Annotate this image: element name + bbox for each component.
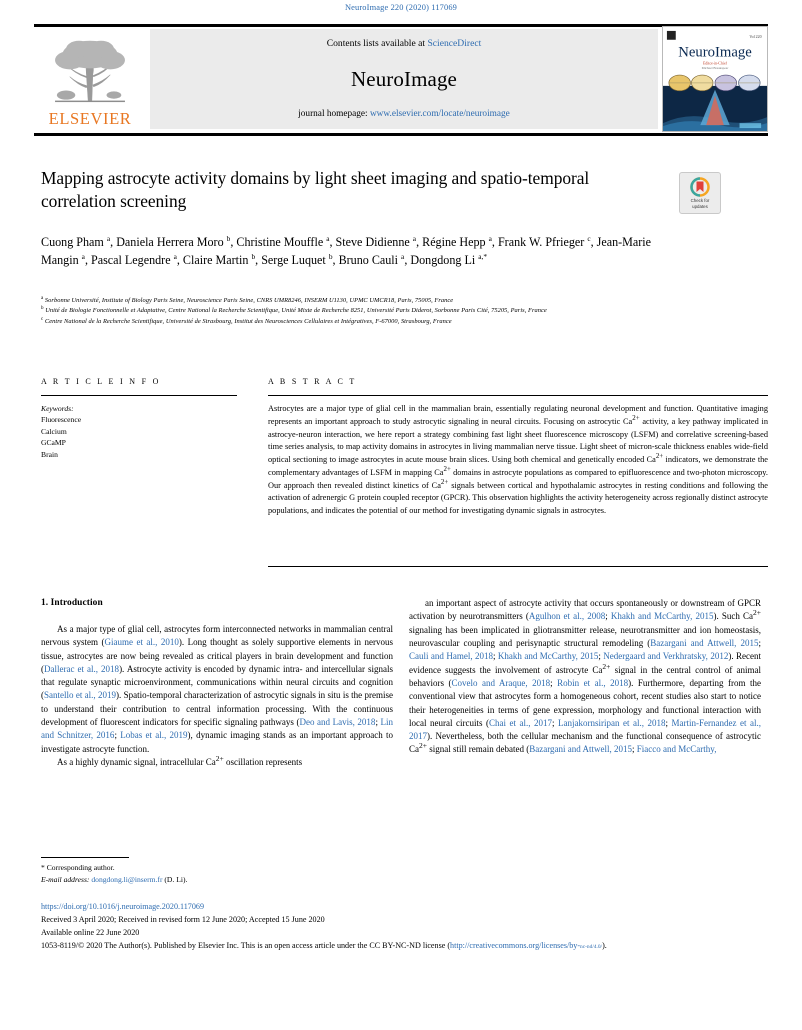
abstract-rule	[268, 395, 768, 396]
abstract-heading: A B S T R A C T	[268, 377, 357, 386]
email-owner: (D. Li).	[164, 875, 188, 885]
journal-homepage-line	[298, 109, 510, 119]
footnote-block	[41, 862, 401, 887]
keyword-item: Fluorescence	[41, 415, 82, 425]
masthead-bottom-rule	[34, 133, 768, 136]
abstract-section	[268, 377, 768, 518]
affiliations-list	[41, 296, 741, 327]
copyright-text: 1053-8119/© 2020 The Author(s). Published by Elsevier Inc. This is an open access article under the CC BY-NC-ND license (	[41, 941, 451, 951]
page-title: Mapping astrocyte activity domains by light sheet imaging and spatio-temporal correlation screening	[41, 168, 590, 212]
article-info-section	[41, 377, 237, 460]
journal-banner	[150, 29, 658, 129]
svg-text:Editor-in-Chief: Editor-in-Chief	[702, 61, 728, 66]
affiliation-c: $^c$ Centre National de la Recherche Scientifique, Université de Strasbourg, Institut des Neurosciences Cellulaires et Intégratives, F-67000, Strasbourg, France	[41, 316, 452, 325]
affiliation-a: $^a$ Sorbonne Université, Institute of Biology Paris Seine, Neuroscience Paris Seine, CNRS UMR8246, INSERM U1130, UPMC UMCR18, Paris, 75005, France	[41, 295, 454, 304]
contents-available-line	[327, 38, 482, 49]
abstract-bottom-rule	[268, 566, 768, 567]
svg-text:NeuroImage: NeuroImage	[678, 44, 752, 61]
crossmark-label	[691, 198, 710, 208]
keywords-label: Keywords:	[41, 404, 74, 413]
crossmark-line1: Check for	[690, 198, 710, 204]
keyword-item: Brain	[41, 449, 58, 459]
author-list: Cuong Pham $^a$, Daniela Herrera Moro $^b$, Christine Mouffle $^a$, Steve Didienne $^a$, Régine Hepp $^a$, Frank W. Pfrieger $^c$, Jean-Marie Mangin $^a$, Pascal Legendre $^a$, Claire Martin $^b$, Serge Luquet $^b$, Bruno Cauli $^a$, Dongdong Li $^{a,*}$	[41, 233, 652, 267]
cover-artwork-icon	[663, 27, 767, 131]
email-label: E-mail address:	[41, 875, 90, 885]
copyright-suffix: ).	[602, 941, 607, 951]
doi-line	[41, 900, 771, 913]
email-address-note	[41, 874, 401, 886]
running-head: NeuroImage 220 (2020) 117069	[344, 3, 458, 12]
journal-title: NeuroImage	[351, 66, 457, 91]
contents-available-text: Contents lists available at	[326, 38, 428, 49]
license-link[interactable]: http://creativecommons.org/licenses/by-	[450, 941, 581, 951]
masthead-top-rule	[34, 24, 768, 27]
received-dates: Received 3 April 2020; Received in revised form 12 June 2020; Accepted 15 June 2020	[41, 915, 325, 925]
license-link-tail[interactable]: nc-nd/4.0/	[580, 944, 603, 951]
affiliation-b: $^b$ Unité de Biologie Fonctionnelle et Adaptative, Centre National la Recherche Scientifique, Unité Mixte de Recherche 8251, Université Paris Diderot, Sorbonne Paris Cité, 75205, Paris, France	[41, 306, 547, 315]
email-link[interactable]: dongdong.li@inserm.fr	[91, 875, 163, 885]
footnote-rule	[41, 857, 129, 858]
sciencedirect-link[interactable]: ScienceDirect	[427, 38, 482, 49]
intro-paragraph-2-continued: an important aspect of astrocyte activity that occurs spontaneously or downstream of GPCR activation by neurotransmitters (Agulhon et al., 2008; Khakh and McCarthy, 2015). Such $Ca^{2+}$ signaling has been implicated in gliotransmitter release, neurotransmitter and ion homeostasis, neurovascular coupling and perisynaptic structural remodeling (Bazargani and Attwell, 2015; Cauli and Hamel, 2018; Khakh and McCarthy, 2015; Nedergaard and Verkhratsky, 2012). Recent evidence suggests the involvement of astrocyte $Ca^{2+}$ signal in the central control of animal behaviors (Covelo and Araque, 2018; Robin et al., 2018). Furthermore, departing from the conventional view that astrocytes form a homogeneous cohort, recent studies also start to notice their heterogeneities in terms of gene expression, morphology and functional interaction with local neural circuits (Chai et al., 2017; Lanjakornsiripan et al., 2018; Martin-Fernandez et al., 2017). Nevertheless, both the cellular mechanism and the functional consequence of astrocytic $Ca^{2+}$ signal still remain debated (Bazargani and Attwell, 2015; Fiacco and McCarthy,	[409, 598, 761, 755]
article-info-rule	[41, 395, 237, 396]
svg-text:Michael Breakspear: Michael Breakspear	[701, 66, 729, 71]
keyword-item: GCaMP	[41, 438, 66, 448]
elsevier-tree-icon	[44, 36, 136, 110]
body-column-right	[409, 597, 761, 757]
elsevier-wordmark: ELSEVIER	[48, 108, 132, 128]
crossmark-badge[interactable]	[679, 172, 721, 214]
copyright-line	[41, 939, 771, 952]
crossmark-icon	[690, 177, 710, 197]
journal-cover-thumbnail	[662, 26, 768, 132]
abstract-text: Astrocytes are a major type of glial cell in the mammalian brain, essentially regulating neuronal development and function. Quantitative imaging represents an important approach to study astrocytic signaling in neural circuits. Focusing on astrocytic $Ca^{2+}$ activity, a key pathway implicated in astrocye-neuron interaction, we here report a strategy combining fast light sheet fluorescence microscopy (LSFM) and correlative screening-based time series analysis, to map activity domains in astrocytes in living mammalian nerve tissue. Light sheet of micron-scale thickness enables wide-field optical sectioning to image astrocytes in acute mouse brain slices. Using both chemical and genetically encoded $Ca^{2+}$ indicators, we demonstrate the complementary advantages of LSFM in mapping $Ca^{2+}$ domains in astrocyte populations as compared to epifluorescence and two-photon microscopy. Our approach then revealed distinct kinetics of $Ca^{2+}$ signals between cortical and hypothalamic astrocytes in resting conditions and following the activation of adrenergic G protein coupled receptor (GPCR). This observation highlights the activity heterogeneity across regionally distinct astrocyte populations, and indicates the potential of our method for investigating dynamic signals in astrocytes.	[268, 404, 768, 516]
svg-text:Vol 220: Vol 220	[749, 34, 762, 39]
journal-masthead	[34, 24, 768, 136]
section-heading-introduction: 1. Introduction	[41, 598, 103, 608]
footer-block	[41, 900, 771, 952]
keyword-item: Calcium	[41, 426, 67, 436]
corresponding-author-note: * Corresponding author.	[41, 863, 115, 872]
crossmark-line2: updates	[692, 203, 708, 209]
article-info-heading: A R T I C L E I N F O	[41, 377, 161, 386]
elsevier-logo	[36, 29, 144, 129]
title-block	[41, 167, 661, 213]
available-online: Available online 22 June 2020	[41, 928, 140, 938]
intro-paragraph-2: As a highly dynamic signal, intracellular $Ca^{2+}$ oscillation represents	[57, 754, 303, 768]
body-column-left	[41, 597, 393, 769]
journal-homepage-link[interactable]: www.elsevier.com/locate/neuroimage	[369, 109, 510, 119]
homepage-label: journal homepage:	[298, 109, 370, 119]
intro-paragraph-1: As a major type of glial cell, astrocytes form interconnected networks in mammalian central nervous system (Giaume et al., 2010). Long thought as solely supportive elements in nervous tissue, astrocytes are now being revealed as critical players in brain development and function (Dallerac et al., 2018). Astrocyte activity is encoded by dynamic intra- and intercellular signals that regulate synaptic microenvironment, communications within neural circuits and cognition (Santello et al., 2019). Spatio-temporal characterization of astrocytic signals in situ is the premise to understand their contribution to central information processing. With the continuous development of fluorescent indicators for specific signaling pathways (Deo and Lavis, 2018; Lin and Schnitzer, 2016; Lobas et al., 2019), dynamic imaging stands as an important approach to investigate astrocyte function.	[41, 623, 394, 754]
doi-link[interactable]: https://doi.org/10.1016/j.neuroimage.2020.117069	[41, 902, 204, 911]
